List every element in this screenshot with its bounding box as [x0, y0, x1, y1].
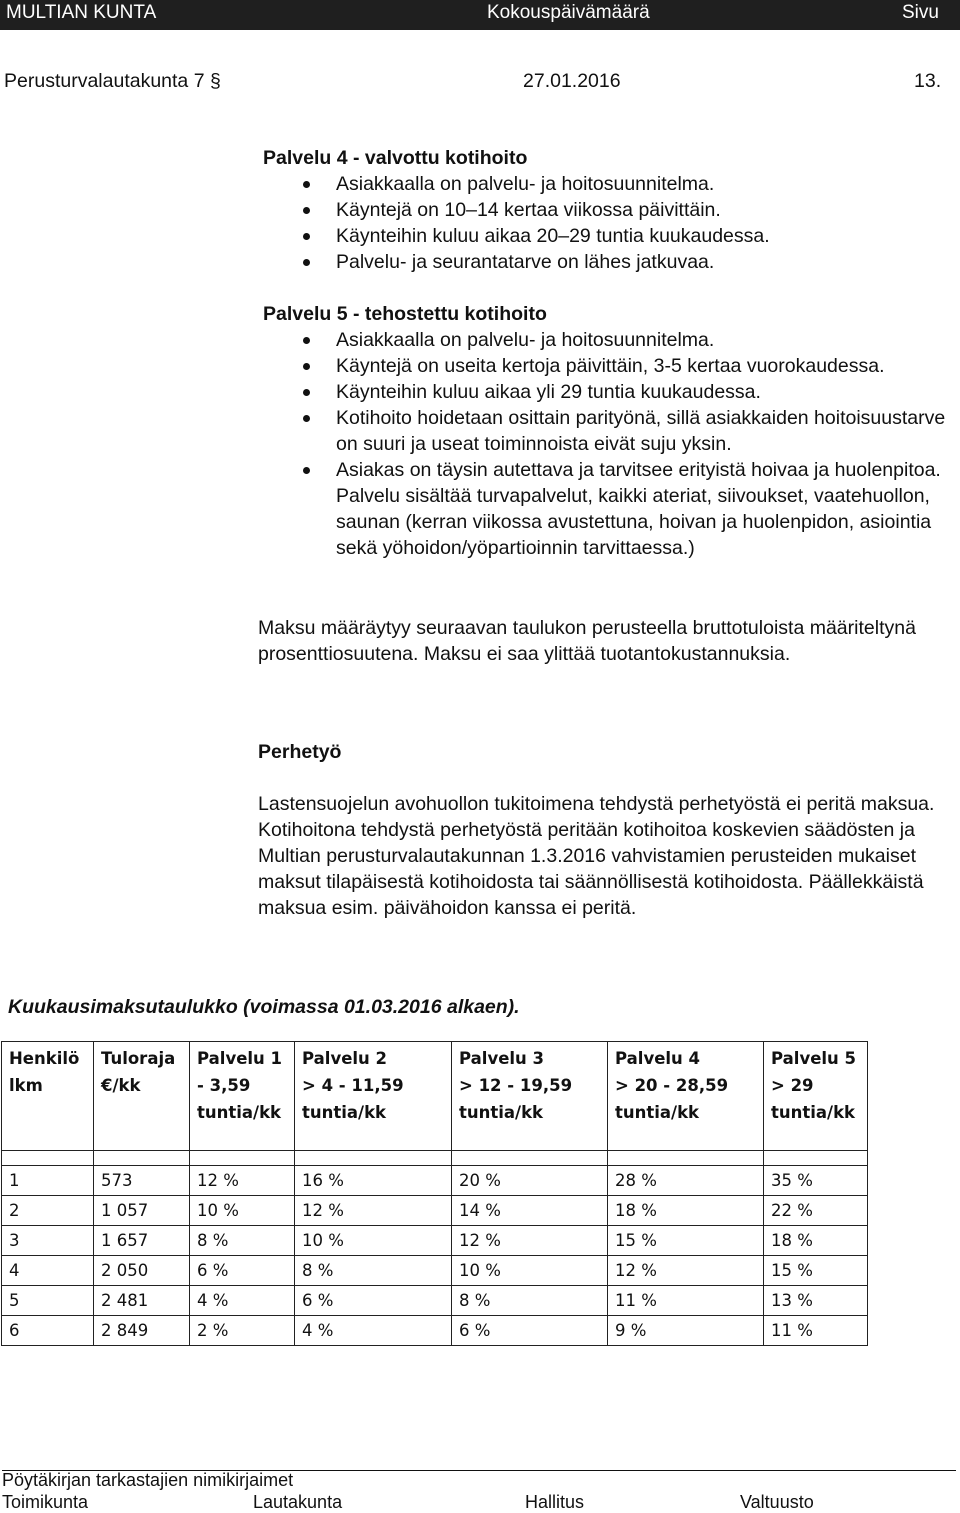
- header-palvelu-5: Palvelu 5 > 29 tuntia/kk: [764, 1042, 868, 1151]
- fee-table: [1, 1041, 868, 1346]
- cell-palvelu-1: 10 %: [190, 1196, 295, 1226]
- cell-persons: 3: [2, 1226, 94, 1256]
- cell-palvelu-1: 2 %: [190, 1316, 295, 1346]
- cell-income-limit: 573: [94, 1166, 190, 1196]
- table-row: [2, 1226, 868, 1256]
- cell-palvelu-2: 6 %: [295, 1286, 452, 1316]
- meeting-body: Perusturvalautakunta 7 §: [4, 70, 221, 92]
- cell-income-limit: 2 050: [94, 1256, 190, 1286]
- date-label: Kokouspäivämäärä: [487, 2, 650, 23]
- maksu-paragraph: Maksu määräytyy seuraavan taulukon perusteella bruttotuloista määriteltynä prosenttiosuutena. Maksu ei saa ylittää tuotantokustannuksia.: [258, 617, 916, 665]
- footer-label-lautakunta: Lautakunta: [253, 1492, 343, 1512]
- cell-palvelu-3: 10 %: [452, 1256, 608, 1286]
- list-item: Käyntejä on 10–14 kertaa viikossa päivittäin.: [263, 197, 953, 223]
- cell-palvelu-2: 4 %: [295, 1316, 452, 1346]
- cell-persons: 2: [2, 1196, 94, 1226]
- header-palvelu-4: Palvelu 4 > 20 - 28,59 tuntia/kk: [608, 1042, 764, 1151]
- cell-persons: 5: [2, 1286, 94, 1316]
- header-palvelu-1: Palvelu 1 - 3,59 tuntia/kk: [190, 1042, 295, 1151]
- cell-income-limit: 1 657: [94, 1226, 190, 1256]
- list-item: Asiakkaalla on palvelu- ja hoitosuunnitelma.: [263, 171, 953, 197]
- cell-palvelu-3: 20 %: [452, 1166, 608, 1196]
- cell-palvelu-4: 11 %: [608, 1286, 764, 1316]
- meeting-date: 27.01.2016: [523, 70, 621, 92]
- cell-palvelu-2: 8 %: [295, 1256, 452, 1286]
- cell-palvelu-1: 12 %: [190, 1166, 295, 1196]
- palvelu4-title: Palvelu 4 - valvottu kotihoito: [263, 147, 528, 169]
- palvelu4-section: [263, 145, 953, 275]
- table-row: [2, 1196, 868, 1226]
- header-palvelu-2: Palvelu 2 > 4 - 11,59 tuntia/kk: [295, 1042, 452, 1151]
- cell-palvelu-2: 10 %: [295, 1226, 452, 1256]
- cell-persons: 6: [2, 1316, 94, 1346]
- palvelu4-list: [263, 171, 953, 275]
- palvelu5-section: [263, 301, 953, 561]
- cell-palvelu-1: 8 %: [190, 1226, 295, 1256]
- cell-income-limit: 2 481: [94, 1286, 190, 1316]
- page-label: Sivu: [902, 2, 939, 23]
- table-row: [2, 1166, 868, 1196]
- table-row: [2, 1256, 868, 1286]
- list-item: Käynteihin kuluu aikaa yli 29 tuntia kuukaudessa.: [263, 379, 953, 405]
- cell-palvelu-3: 14 %: [452, 1196, 608, 1226]
- cell-palvelu-5: 22 %: [764, 1196, 868, 1226]
- cell-palvelu-4: 15 %: [608, 1226, 764, 1256]
- cell-palvelu-1: 6 %: [190, 1256, 295, 1286]
- cell-palvelu-3: 12 %: [452, 1226, 608, 1256]
- fee-table-title: Kuukausimaksutaulukko (voimassa 01.03.2016 alkaen).: [8, 996, 520, 1018]
- perhetyo-title: Perhetyö: [258, 741, 342, 763]
- list-item: Asiakkaalla on palvelu- ja hoitosuunnitelma.: [263, 327, 953, 353]
- list-item: Palvelu- ja seurantatarve on lähes jatkuvaa.: [263, 249, 953, 275]
- cell-palvelu-5: 18 %: [764, 1226, 868, 1256]
- cell-palvelu-4: 9 %: [608, 1316, 764, 1346]
- cell-palvelu-4: 12 %: [608, 1256, 764, 1286]
- cell-palvelu-2: 16 %: [295, 1166, 452, 1196]
- cell-palvelu-4: 18 %: [608, 1196, 764, 1226]
- municipality-name: MULTIAN KUNTA: [6, 2, 157, 23]
- cell-palvelu-5: 11 %: [764, 1316, 868, 1346]
- list-item: Käynteihin kuluu aikaa 20–29 tuntia kuukaudessa.: [263, 223, 953, 249]
- cell-persons: 4: [2, 1256, 94, 1286]
- cell-palvelu-5: 15 %: [764, 1256, 868, 1286]
- cell-income-limit: 2 849: [94, 1316, 190, 1346]
- list-item: Käyntejä on useita kertoja päivittäin, 3-5 kertaa vuorokaudessa.: [263, 353, 953, 379]
- list-item: Asiakas on täysin autettava ja tarvitsee erityistä hoivaa ja huolenpitoa. Palvelu sisältää turvapalvelut, kaikki ateriat, siivoukset, vaatehuollon, saunan (kerran viikossa avustettuna, hoivan ja huolenpidon, asiointia sekä yöhoidon/yöpartioinnin tarvittaessa.): [263, 457, 953, 561]
- list-item: Kotihoito hoidetaan osittain parityönä, sillä asiakkaiden hoitoisuustarve on suuri ja useat toiminnoista eivät suju yksin.: [263, 405, 953, 457]
- cell-palvelu-2: 12 %: [295, 1196, 452, 1226]
- cell-palvelu-3: 8 %: [452, 1286, 608, 1316]
- signature-label: Pöytäkirjan tarkastajien nimikirjaimet: [2, 1470, 294, 1490]
- header-palvelu-3: Palvelu 3 > 12 - 19,59 tuntia/kk: [452, 1042, 608, 1151]
- cell-palvelu-4: 28 %: [608, 1166, 764, 1196]
- cell-palvelu-5: 13 %: [764, 1286, 868, 1316]
- cell-palvelu-5: 35 %: [764, 1166, 868, 1196]
- palvelu5-title: Palvelu 5 - tehostettu kotihoito: [263, 303, 547, 325]
- cell-income-limit: 1 057: [94, 1196, 190, 1226]
- footer-label-toimikunta: Toimikunta: [2, 1492, 89, 1512]
- table-header-row: [2, 1042, 868, 1151]
- table-row: [2, 1286, 868, 1316]
- footer-label-hallitus: Hallitus: [525, 1492, 585, 1512]
- page-header: [0, 0, 960, 30]
- table-spacer-row: [2, 1151, 868, 1166]
- cell-palvelu-3: 6 %: [452, 1316, 608, 1346]
- cell-persons: 1: [2, 1166, 94, 1196]
- header-income-limit: Tuloraja €/kk: [94, 1042, 190, 1151]
- cell-palvelu-1: 4 %: [190, 1286, 295, 1316]
- table-row: [2, 1316, 868, 1346]
- palvelu5-list: [263, 327, 953, 561]
- header-persons: Henkilö lkm: [2, 1042, 94, 1151]
- perhetyo-paragraph: Lastensuojelun avohuollon tukitoimena tehdystä perhetyöstä ei peritä maksua. Kotihoitona tehdystä perhetyöstä peritään kotihoitoa koskevien säädösten ja Multian perusturvalautakunnan 1.3.2016 vahvistamien perusteiden mukaiset maksut tilapäisestä kotihoidosta tai säännöllisestä kotihoidosta. Päällekkäistä maksua esim. päivähoidon kanssa ei peritä.: [258, 793, 935, 919]
- footer-label-valtuusto: Valtuusto: [740, 1492, 814, 1512]
- page-number: 13.: [914, 70, 942, 92]
